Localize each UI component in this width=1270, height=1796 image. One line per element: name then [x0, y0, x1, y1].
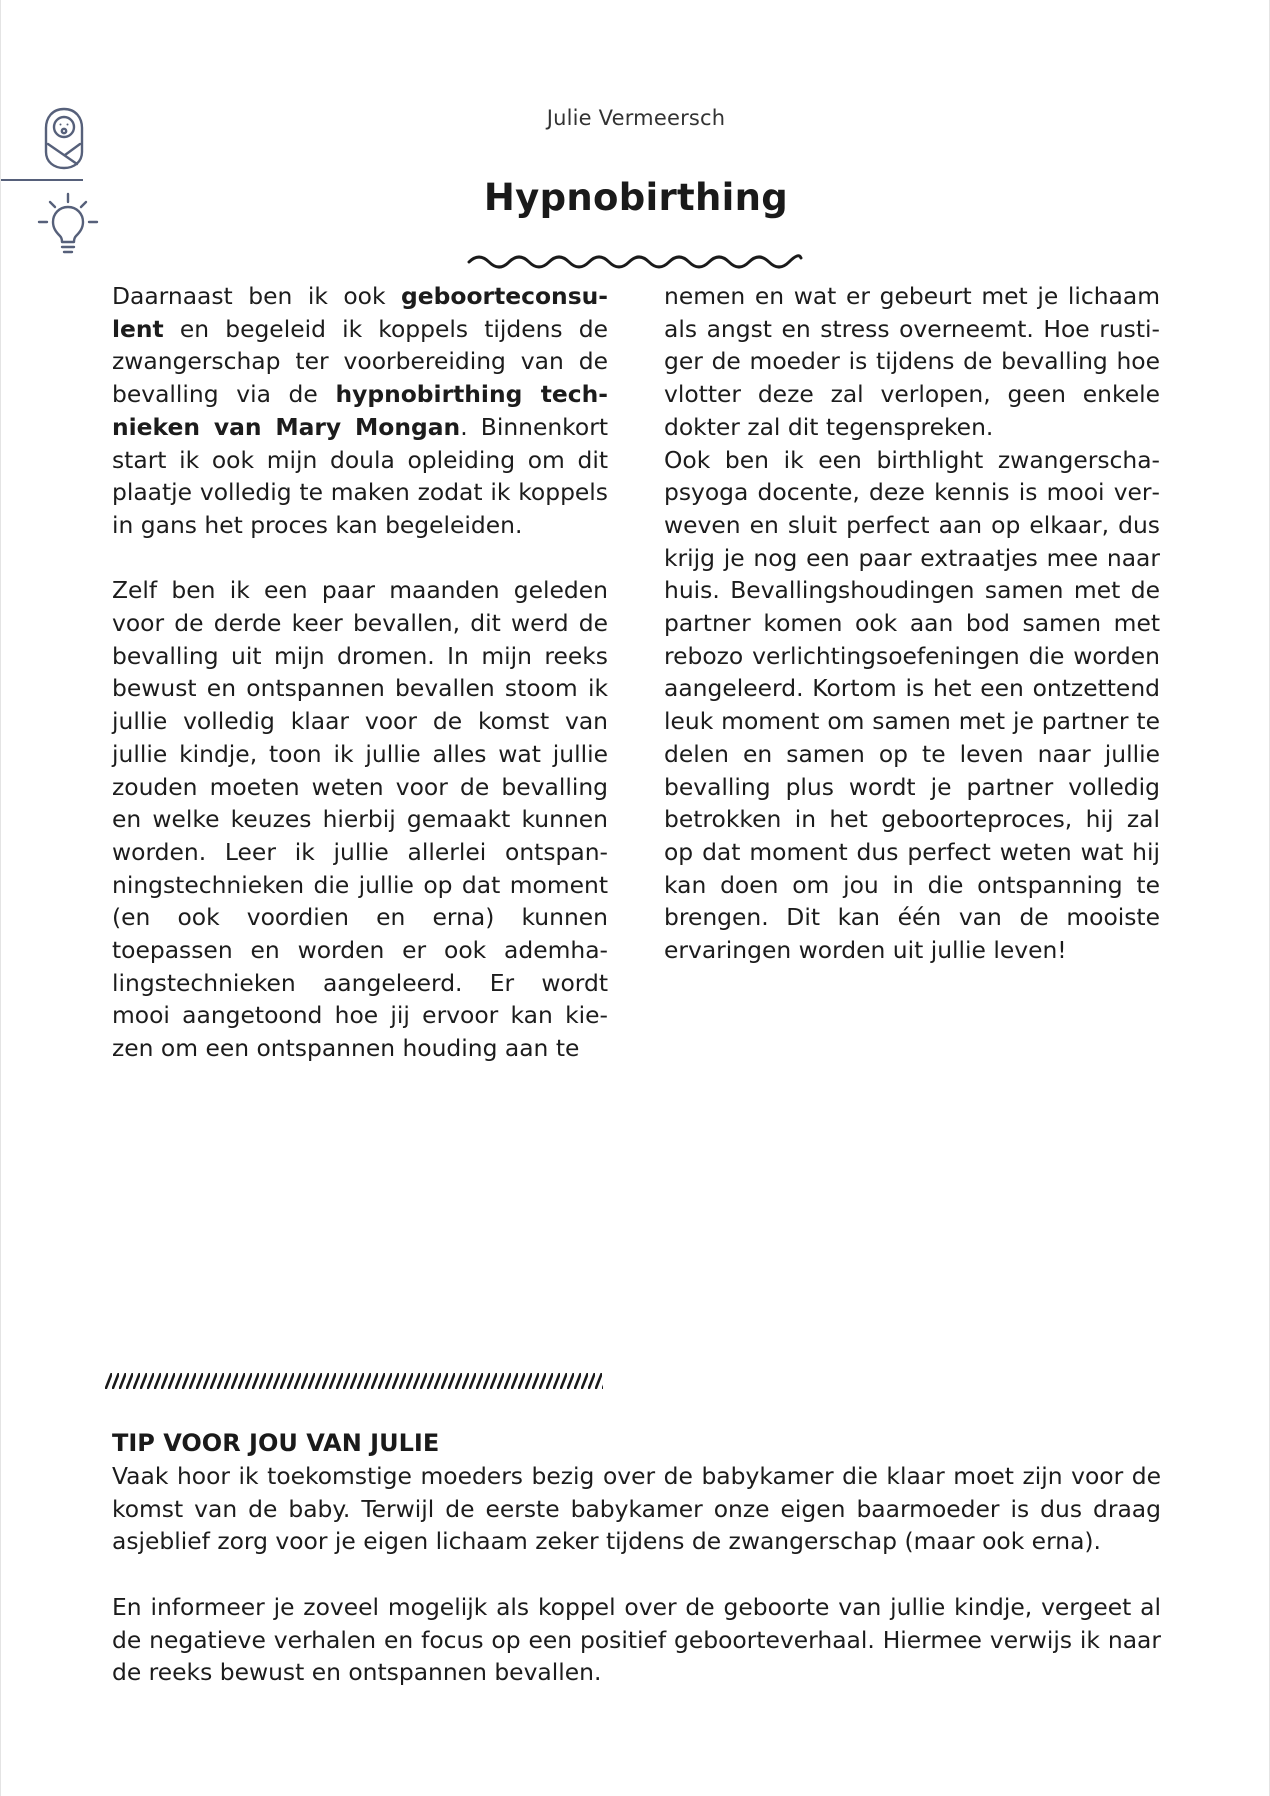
bold-geboorteconsulent: geboorteconsulent — [112, 282, 608, 343]
hatched-divider — [105, 1373, 603, 1389]
right-column — [664, 280, 1160, 967]
left-paragraph-1 — [112, 280, 608, 542]
tip-box — [112, 1426, 1161, 1689]
tip-paragraph-2: En informeer je zoveel mogelijk als koppel over de geboorte van jullie kindje, vergeet al de negatieve verhalen en focus op een positief geboorteverhaal. Hiermee verwijs ik naar de reeks bewust en ontspannen bevallen. — [112, 1592, 1161, 1687]
wave-divider — [466, 248, 804, 270]
left-p1-end: . Binnenkort start ik ook mijn doula opleiding om dit plaatje volledig te maken zodat ik koppels in gans het proces kan begeleiden. — [112, 412, 608, 539]
left-p1-middle: en begeleid ik koppels tijdens de zwangerschap ter voorbereiding van de bevalling via de — [112, 314, 608, 409]
right-paragraph-2: Ook ben ik een birthlight zwangerschapsyoga docente, deze kennis is mooi verweven en sluit perfect aan op elkaar, dus krijg je nog een paar extraatjes mee naar huis. Bevallingshoudingen samen met de partner komen ook aan bod samen met rebozo verlichtingsoefeningen die worden aangeleerd. Kortom is het een ontzettend leuk moment om samen met je partner te delen en samen op te leven naar jullie bevalling plus wordt je partner volledig betrokken in het geboorteproces, hij zal op dat moment dus perfect weten wat hij kan doen om jou in die ontspanning te brengen. Dit kan één van de mooiste ervaringen worden uit jullie leven! — [664, 445, 1160, 965]
author-name: Julie Vermeersch — [546, 106, 726, 130]
tip-paragraph-1: Vaak hoor ik toekomstige moeders bezig over de babykamer die klaar moet zijn voor de komst van de baby. Terwijl de eerste babykamer onze eigen baarmoeder is dus draag asjeblief zorg voor je eigen lichaam zeker tijdens de zwangerschap (maar ook erna). — [112, 1462, 1161, 1556]
bold-hypnobirthing-techniques: hypnobirthing technieken van Mary Mongan — [112, 380, 608, 441]
left-column — [112, 280, 608, 1065]
left-p1-intro: Daarnaast ben ik ook — [112, 282, 402, 310]
right-paragraph-1: nemen en wat er gebeurt met je lichaam als angst en stress overneemt. Hoe rustiger de moeder is tijdens de bevalling hoe vlotter deze zal verlopen, geen enkele dokter zal dit tegenspreken. — [664, 282, 1160, 441]
tip-heading: TIP VOOR JOU VAN JULIE — [112, 1429, 440, 1457]
left-paragraph-2: Zelf ben ik een paar maanden geleden voor de derde keer bevallen, dit werd de bevalling uit mijn dromen. In mijn reeks bewust en ontspannen bevallen stoom ik jullie volledig klaar voor de komst van jullie kindje, toon ik jullie alles wat jullie zouden moeten weten voor de bevalling en welke keuzes hierbij gemaakt kunnen worden. Leer ik jullie allerlei ontspanningstechnieken die jullie op dat moment (en ook voordien en erna) kunnen toepassen en worden er ook ademhalingstechnieken aangeleerd. Er wordt mooi aangetoond hoe jij ervoor kan kiezen om een ontspannen houding aan te — [112, 576, 608, 1063]
page-title: Hypnobirthing — [483, 176, 789, 219]
